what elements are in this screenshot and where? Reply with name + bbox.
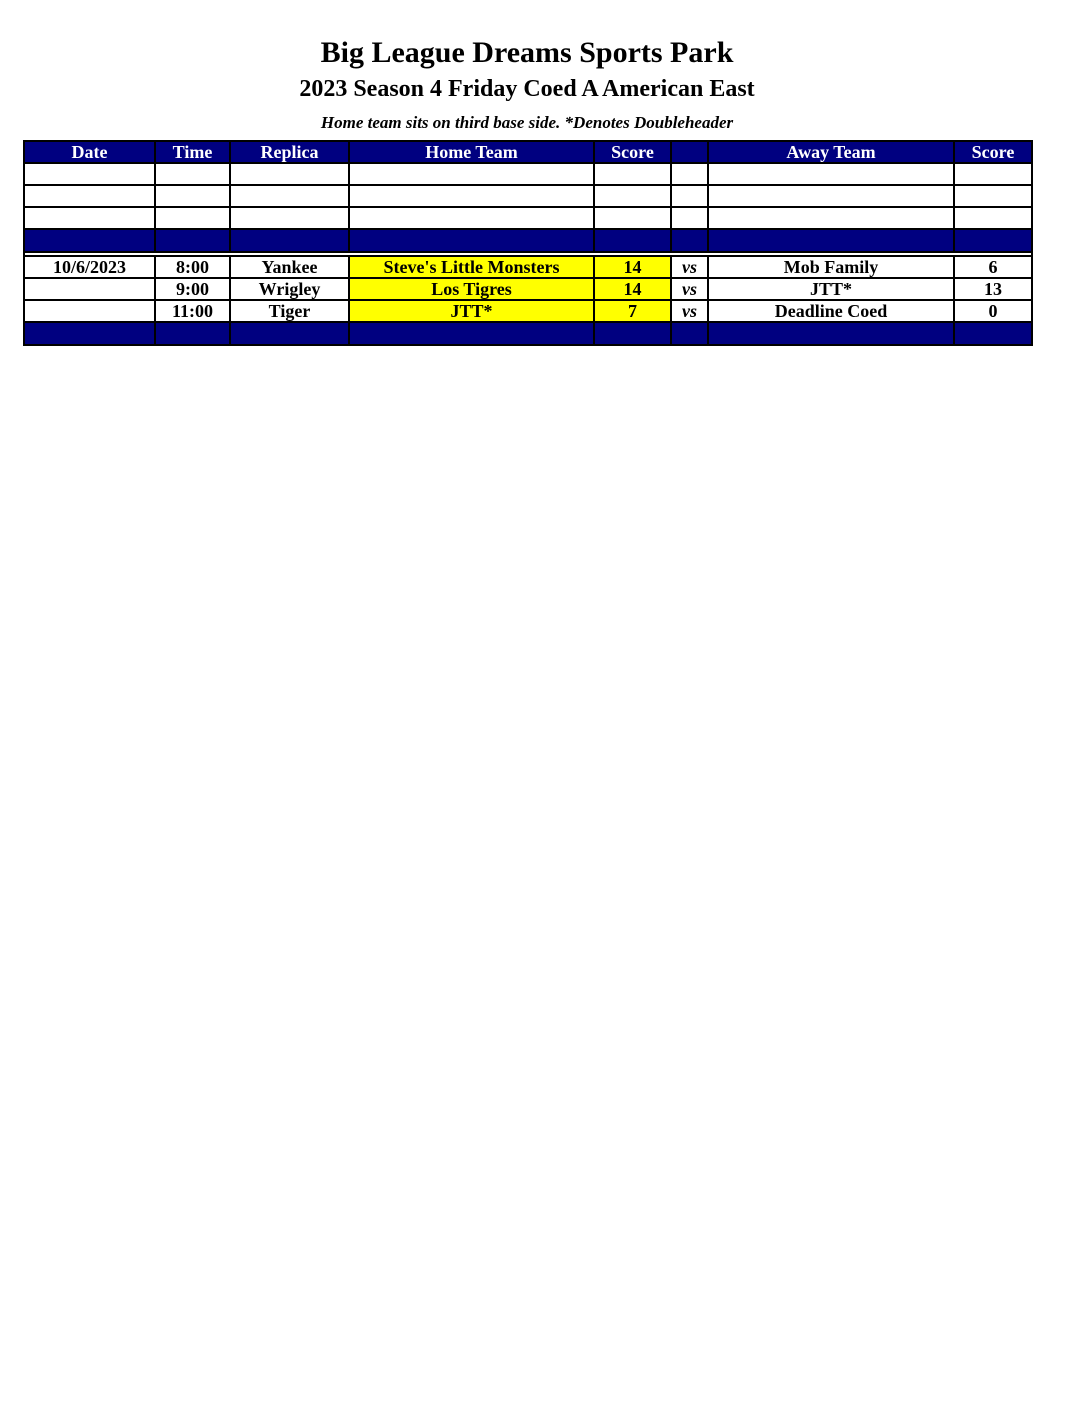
home-score: 7	[594, 300, 671, 322]
game-time: 9:00	[155, 278, 230, 300]
divider-band	[24, 322, 1032, 345]
home-team: JTT*	[349, 300, 594, 322]
game-replica: Wrigley	[230, 278, 349, 300]
away-team: Mob Family	[708, 256, 954, 278]
home-score: 14	[594, 256, 671, 278]
column-header-vs	[671, 141, 708, 163]
schedule-table	[23, 140, 1033, 346]
table-row	[24, 256, 1032, 278]
column-header-time: Time	[155, 141, 230, 163]
away-score: 6	[954, 256, 1032, 278]
game-time: 8:00	[155, 256, 230, 278]
vs-label: vs	[671, 278, 708, 300]
away-team: Deadline Coed	[708, 300, 954, 322]
away-score: 0	[954, 300, 1032, 322]
game-time: 11:00	[155, 300, 230, 322]
empty-row	[24, 163, 1032, 185]
column-header-replica: Replica	[230, 141, 349, 163]
away-team: JTT*	[708, 278, 954, 300]
column-header-away-score: Score	[954, 141, 1032, 163]
column-header-date: Date	[24, 141, 155, 163]
vs-label: vs	[671, 300, 708, 322]
page-subtitle: 2023 Season 4 Friday Coed A American East	[299, 76, 755, 102]
page-note: Home team sits on third base side. *Denotes Doubleheader	[320, 113, 734, 132]
table-header-row	[24, 141, 1032, 163]
game-replica: Tiger	[230, 300, 349, 322]
game-date: 10/6/2023	[24, 256, 155, 278]
divider-band	[24, 229, 1032, 252]
page-title: Big League Dreams Sports Park	[320, 36, 734, 69]
table-row	[24, 300, 1032, 322]
column-header-away-team: Away Team	[708, 141, 954, 163]
empty-row	[24, 185, 1032, 207]
away-score: 13	[954, 278, 1032, 300]
home-score: 14	[594, 278, 671, 300]
home-team: Steve's Little Monsters	[349, 256, 594, 278]
home-team: Los Tigres	[349, 278, 594, 300]
column-header-home-team: Home Team	[349, 141, 594, 163]
game-replica: Yankee	[230, 256, 349, 278]
game-date	[24, 278, 155, 300]
column-header-home-score: Score	[594, 141, 671, 163]
empty-row	[24, 207, 1032, 229]
game-date	[24, 300, 155, 322]
vs-label: vs	[671, 256, 708, 278]
table-row	[24, 278, 1032, 300]
